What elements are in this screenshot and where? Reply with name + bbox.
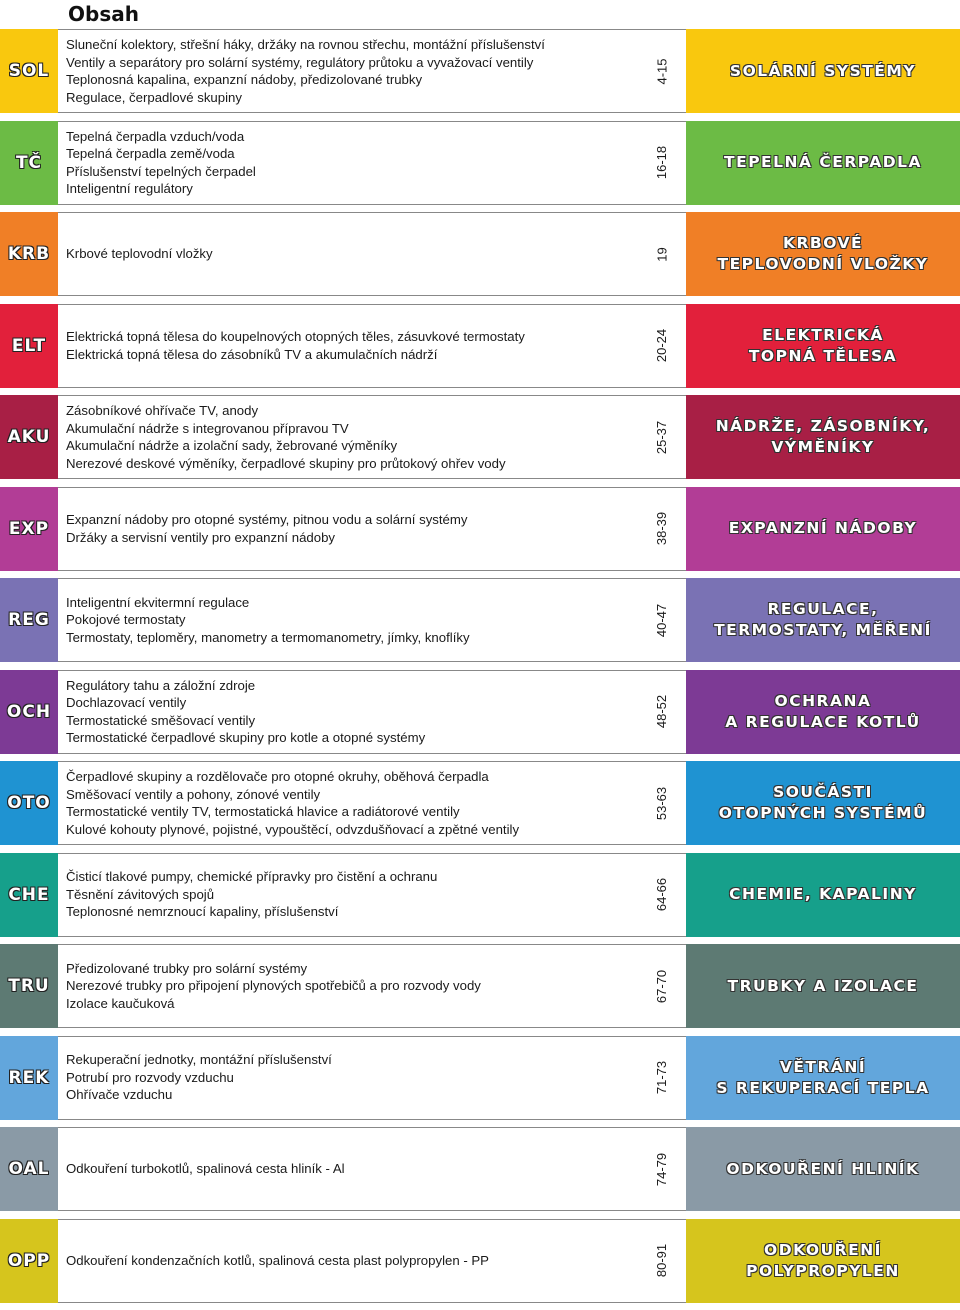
- page-title: Obsah: [68, 0, 139, 28]
- section-code: TRU: [0, 944, 58, 1028]
- page-range-text: 38-39: [655, 512, 670, 545]
- contents-row-tru[interactable]: [0, 944, 960, 1036]
- page-range-text: 40-47: [655, 603, 670, 636]
- page-range-text: 19: [655, 247, 670, 261]
- contents-row-rek[interactable]: [0, 1036, 960, 1128]
- section-label-line: CHEMIE, KAPALINY: [729, 884, 917, 905]
- section-description: [58, 121, 638, 205]
- page-range: [638, 944, 686, 1028]
- contents-row-che[interactable]: [0, 853, 960, 945]
- section-label: [686, 29, 960, 113]
- section-label: [686, 487, 960, 571]
- description-line: Čisticí tlakové pumpy, chemické přípravky pro čistění a ochranu: [66, 868, 638, 886]
- description-line: Čerpadlové skupiny a rozdělovače pro otopné okruhy, oběhová čerpadla: [66, 768, 638, 786]
- section-label-line: A REGULACE KOTLŮ: [725, 712, 920, 733]
- section-description: [58, 212, 638, 296]
- description-line: Termostaty, teploměry, manometry a termomanometry, jímky, knoflíky: [66, 629, 638, 647]
- description-line: Zásobníkové ohřívače TV, anody: [66, 402, 638, 420]
- section-label-line: ODKOUŘENÍ: [764, 1240, 882, 1261]
- section-label-line: SOLÁRNÍ SYSTÉMY: [730, 61, 916, 82]
- description-line: Držáky a servisní ventily pro expanzní nádoby: [66, 529, 638, 547]
- contents-row-tč[interactable]: [0, 121, 960, 213]
- description-line: Směšovací ventily a pohony, zónové ventily: [66, 786, 638, 804]
- page-range-text: 53-63: [655, 786, 670, 819]
- section-label-line: VÝMĚNÍKY: [771, 437, 874, 458]
- page-range-text: 74-79: [655, 1152, 670, 1185]
- section-code: OAL: [0, 1127, 58, 1211]
- description-line: Tepelná čerpadla země/voda: [66, 145, 638, 163]
- page-range-text: 16-18: [655, 146, 670, 179]
- section-label-line: NÁDRŽE, ZÁSOBNÍKY,: [716, 416, 931, 437]
- section-label-line: ODKOUŘENÍ HLINÍK: [726, 1159, 919, 1180]
- section-label: [686, 944, 960, 1028]
- description-line: Elektrická topná tělesa do koupelnových otopných těles, zásuvkové termostaty: [66, 328, 638, 346]
- description-line: Nerezové trubky pro připojení plynových spotřebičů a pro rozvody vody: [66, 977, 638, 995]
- description-line: Ohřívače vzduchu: [66, 1086, 638, 1104]
- description-line: Regulace, čerpadlové skupiny: [66, 89, 638, 107]
- description-line: Regulátory tahu a záložní zdroje: [66, 677, 638, 695]
- section-label-line: TEPELNÁ ČERPADLA: [724, 152, 922, 173]
- description-line: Akumulační nádrže s integrovanou přípravou TV: [66, 420, 638, 438]
- description-line: Pokojové termostaty: [66, 611, 638, 629]
- section-label-line: REGULACE,: [767, 599, 878, 620]
- section-description: [58, 29, 638, 113]
- page-range-text: 64-66: [655, 878, 670, 911]
- contents-row-sol[interactable]: [0, 29, 960, 121]
- section-label: [686, 304, 960, 388]
- page-range-text: 4-15: [655, 58, 670, 84]
- section-code: AKU: [0, 395, 58, 479]
- description-line: Sluneční kolektory, střešní háky, držáky na rovnou střechu, montážní příslušenství: [66, 36, 638, 54]
- description-line: Termostatické čerpadlové skupiny pro kotle a otopné systémy: [66, 729, 638, 747]
- section-code: OPP: [0, 1219, 58, 1303]
- section-label-line: OCHRANA: [775, 691, 872, 712]
- page-range-text: 67-70: [655, 969, 670, 1002]
- page-range-text: 20-24: [655, 329, 670, 362]
- page-range-text: 71-73: [655, 1061, 670, 1094]
- description-line: Příslušenství tepelných čerpadel: [66, 163, 638, 181]
- section-label: [686, 578, 960, 662]
- description-line: Expanzní nádoby pro otopné systémy, pitnou vodu a solární systémy: [66, 511, 638, 529]
- description-line: Předizolované trubky pro solární systémy: [66, 960, 638, 978]
- description-line: Krbové teplovodní vložky: [66, 245, 638, 263]
- section-label-line: TERMOSTATY, MĚŘENÍ: [714, 620, 932, 641]
- section-label-line: EXPANZNÍ NÁDOBY: [729, 518, 918, 539]
- description-line: Termostatické směšovací ventily: [66, 712, 638, 730]
- section-description: [58, 395, 638, 479]
- page-range: [638, 487, 686, 571]
- page-range: [638, 29, 686, 113]
- section-label-line: VĚTRÁNÍ: [780, 1057, 866, 1078]
- page-range: [638, 853, 686, 937]
- contents-row-krb[interactable]: [0, 212, 960, 304]
- section-description: [58, 944, 638, 1028]
- section-label-line: OTOPNÝCH SYSTÉMŮ: [719, 803, 927, 824]
- section-code: OCH: [0, 670, 58, 754]
- description-line: Ventily a separátory pro solární systémy, regulátory průtoku a vyvažovací ventily: [66, 54, 638, 72]
- section-code: SOL: [0, 29, 58, 113]
- section-code: REK: [0, 1036, 58, 1120]
- description-line: Těsnění závitových spojů: [66, 886, 638, 904]
- section-label-line: KRBOVÉ: [783, 233, 863, 254]
- page-range: [638, 670, 686, 754]
- section-description: [58, 304, 638, 388]
- page-range: [638, 395, 686, 479]
- contents-row-elt[interactable]: [0, 304, 960, 396]
- description-line: Akumulační nádrže a izolační sady, žebrované výměníky: [66, 437, 638, 455]
- section-label: [686, 853, 960, 937]
- section-code: CHE: [0, 853, 58, 937]
- description-line: Teplonosná kapalina, expanzní nádoby, předizolované trubky: [66, 71, 638, 89]
- page-range-text: 80-91: [655, 1244, 670, 1277]
- section-label-line: POLYPROPYLEN: [746, 1261, 900, 1282]
- description-line: Inteligentní ekvitermní regulace: [66, 594, 638, 612]
- description-line: Inteligentní regulátory: [66, 180, 638, 198]
- section-description: [58, 853, 638, 937]
- section-code: OTO: [0, 761, 58, 845]
- page-range: [638, 1036, 686, 1120]
- page-range: [638, 304, 686, 388]
- description-line: Potrubí pro rozvody vzduchu: [66, 1069, 638, 1087]
- section-code: ELT: [0, 304, 58, 388]
- section-label-line: S REKUPERACÍ TEPLA: [716, 1078, 929, 1099]
- description-line: Termostatické ventily TV, termostatická hlavice a radiátorové ventily: [66, 803, 638, 821]
- section-code: EXP: [0, 487, 58, 571]
- section-label-line: TRUBKY A IZOLACE: [728, 976, 919, 997]
- contents-row-och[interactable]: [0, 670, 960, 762]
- page-range: [638, 761, 686, 845]
- section-label: [686, 670, 960, 754]
- description-line: Kulové kohouty plynové, pojistné, vypouštěcí, odvzdušňovací a zpětné ventily: [66, 821, 638, 839]
- section-code: TČ: [0, 121, 58, 205]
- section-description: [58, 1036, 638, 1120]
- contents-row-opp[interactable]: [0, 1219, 960, 1310]
- section-code: KRB: [0, 212, 58, 296]
- page-range: [638, 212, 686, 296]
- page-range: [638, 121, 686, 205]
- contents-row-oto[interactable]: [0, 761, 960, 853]
- description-line: Rekuperační jednotky, montážní příslušenství: [66, 1051, 638, 1069]
- description-line: Elektrická topná tělesa do zásobníků TV a akumulačních nádrží: [66, 346, 638, 364]
- contents-row-oal[interactable]: [0, 1127, 960, 1219]
- section-description: [58, 487, 638, 571]
- section-description: [58, 1127, 638, 1211]
- page-range: [638, 1219, 686, 1303]
- page-range: [638, 1127, 686, 1211]
- contents-table: [0, 29, 960, 1310]
- description-line: Tepelná čerpadla vzduch/voda: [66, 128, 638, 146]
- section-description: [58, 761, 638, 845]
- section-label-line: TEPLOVODNÍ VLOŽKY: [718, 254, 929, 275]
- page-range: [638, 578, 686, 662]
- section-label: [686, 761, 960, 845]
- section-label-line: SOUČÁSTI: [773, 782, 873, 803]
- section-label: [686, 212, 960, 296]
- section-label: [686, 395, 960, 479]
- section-label-line: TOPNÁ TĚLESA: [749, 346, 897, 367]
- contents-row-aku[interactable]: [0, 395, 960, 487]
- description-line: Nerezové deskové výměníky, čerpadlové skupiny pro průtokový ohřev vody: [66, 455, 638, 473]
- description-line: Odkouření turbokotlů, spalinová cesta hliník - Al: [66, 1160, 638, 1178]
- page-range-text: 48-52: [655, 695, 670, 728]
- section-label: [686, 121, 960, 205]
- section-description: [58, 578, 638, 662]
- section-description: [58, 1219, 638, 1303]
- contents-row-exp[interactable]: [0, 487, 960, 579]
- description-line: Teplonosné nemrznoucí kapaliny, příslušenství: [66, 903, 638, 921]
- section-label: [686, 1036, 960, 1120]
- page-range-text: 25-37: [655, 420, 670, 453]
- section-label: [686, 1127, 960, 1211]
- description-line: Izolace kaučuková: [66, 995, 638, 1013]
- contents-row-reg[interactable]: [0, 578, 960, 670]
- description-line: Odkouření kondenzačních kotlů, spalinová cesta plast polypropylen - PP: [66, 1252, 638, 1270]
- section-description: [58, 670, 638, 754]
- description-line: Dochlazovací ventily: [66, 694, 638, 712]
- section-label-line: ELEKTRICKÁ: [762, 325, 884, 346]
- section-label: [686, 1219, 960, 1303]
- section-code: REG: [0, 578, 58, 662]
